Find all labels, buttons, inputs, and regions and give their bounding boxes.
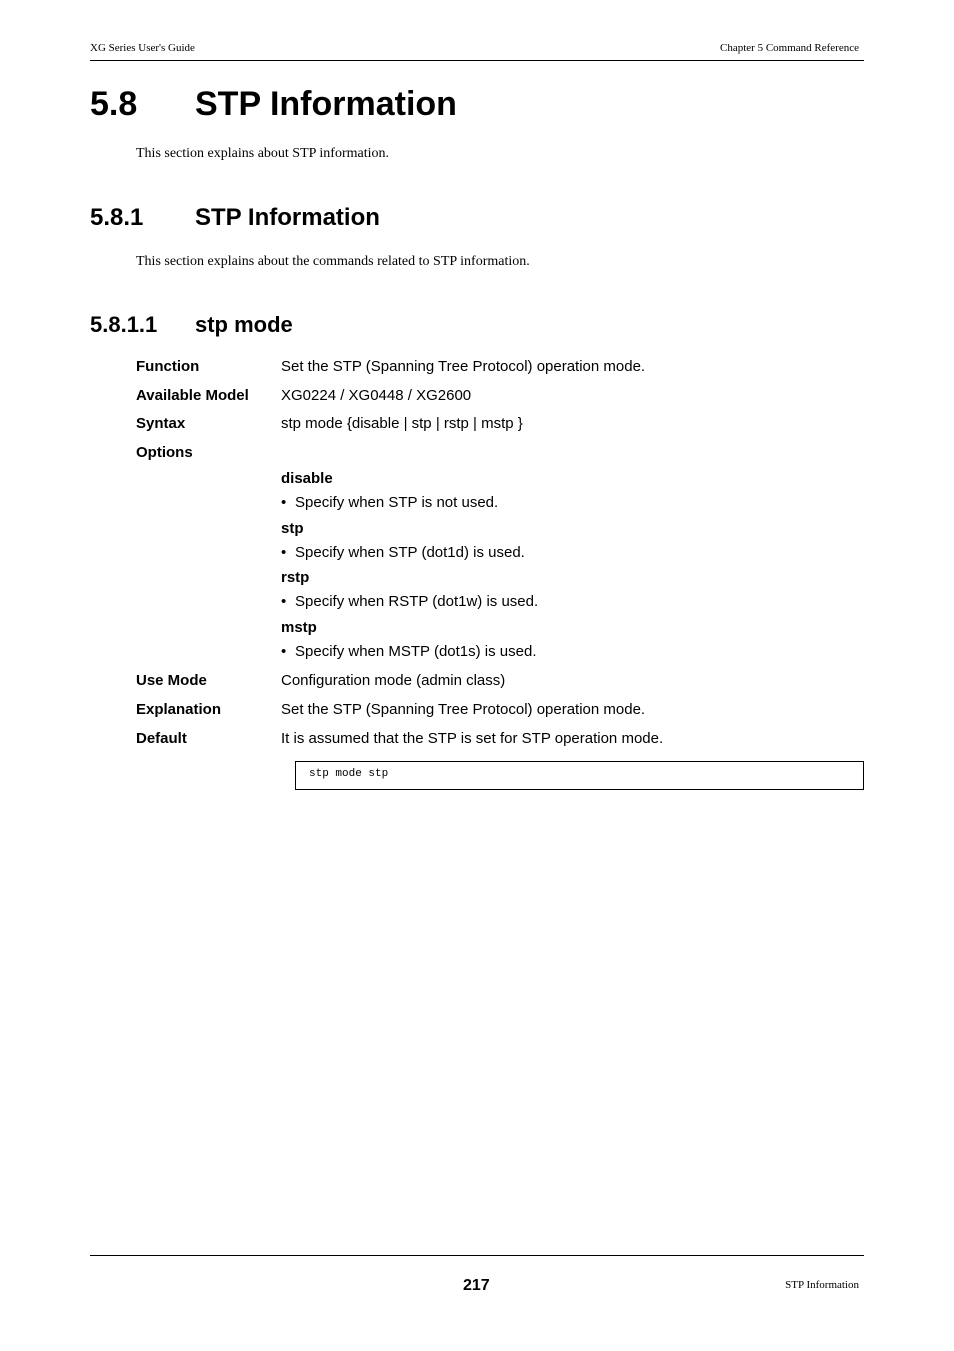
option-description: • Specify when STP (dot1d) is used. xyxy=(281,544,525,561)
use-mode-value: Configuration mode (admin class) xyxy=(281,672,506,689)
available-model-label: Available Model xyxy=(136,387,249,404)
option-name: rstp xyxy=(281,569,310,586)
default-label: Default xyxy=(136,730,187,747)
option-description: • Specify when MSTP (dot1s) is used. xyxy=(281,643,537,660)
option-name: mstp xyxy=(281,619,317,636)
bullet: • xyxy=(281,544,287,561)
default-value: It is assumed that the STP is set for STP operation mode. xyxy=(281,730,664,747)
section-title: STP Information xyxy=(195,85,457,123)
command-title: stp mode xyxy=(195,312,293,337)
bullet: • xyxy=(281,494,287,511)
option-name: disable xyxy=(281,470,333,487)
command-heading xyxy=(90,310,293,340)
footer-section-title: STP Information xyxy=(785,1279,859,1291)
explanation-label: Explanation xyxy=(136,701,222,718)
section-number: 5.8 xyxy=(90,85,138,123)
section-heading xyxy=(90,82,457,126)
bullet: • xyxy=(281,593,287,610)
subsection-number: 5.8.1 xyxy=(90,204,144,231)
options-label: Options xyxy=(136,444,193,461)
explanation-value: Set the STP (Spanning Tree Protocol) operation mode. xyxy=(281,701,646,718)
code-example-box xyxy=(295,761,864,790)
page-number: 217 xyxy=(463,1277,490,1294)
footer-divider xyxy=(90,1255,864,1256)
option-description: • Specify when STP is not used. xyxy=(281,494,499,511)
syntax-label: Syntax xyxy=(136,415,186,432)
code-example: stp mode stp xyxy=(309,768,389,780)
subsection-intro: This section explains about the commands related to STP information. xyxy=(136,254,530,269)
option-name: stp xyxy=(281,520,304,537)
option-description: • Specify when RSTP (dot1w) is used. xyxy=(281,593,539,610)
bullet: • xyxy=(281,643,287,660)
command-number: 5.8.1.1 xyxy=(90,312,158,337)
section-intro: This section explains about STP information. xyxy=(136,146,390,161)
header-chapter-title: Chapter 5 Command Reference xyxy=(720,42,859,54)
function-value: Set the STP (Spanning Tree Protocol) operation mode. xyxy=(281,358,646,375)
subsection-heading xyxy=(90,202,380,234)
syntax-value: stp mode {disable | stp | rstp | mstp } xyxy=(281,415,523,432)
header-divider xyxy=(90,60,864,61)
use-mode-label: Use Mode xyxy=(136,672,207,689)
function-label: Function xyxy=(136,358,200,375)
header-document-title: XG Series User's Guide xyxy=(90,42,195,54)
available-model-value: XG0224 / XG0448 / XG2600 xyxy=(281,387,472,404)
subsection-title: STP Information xyxy=(195,204,380,231)
